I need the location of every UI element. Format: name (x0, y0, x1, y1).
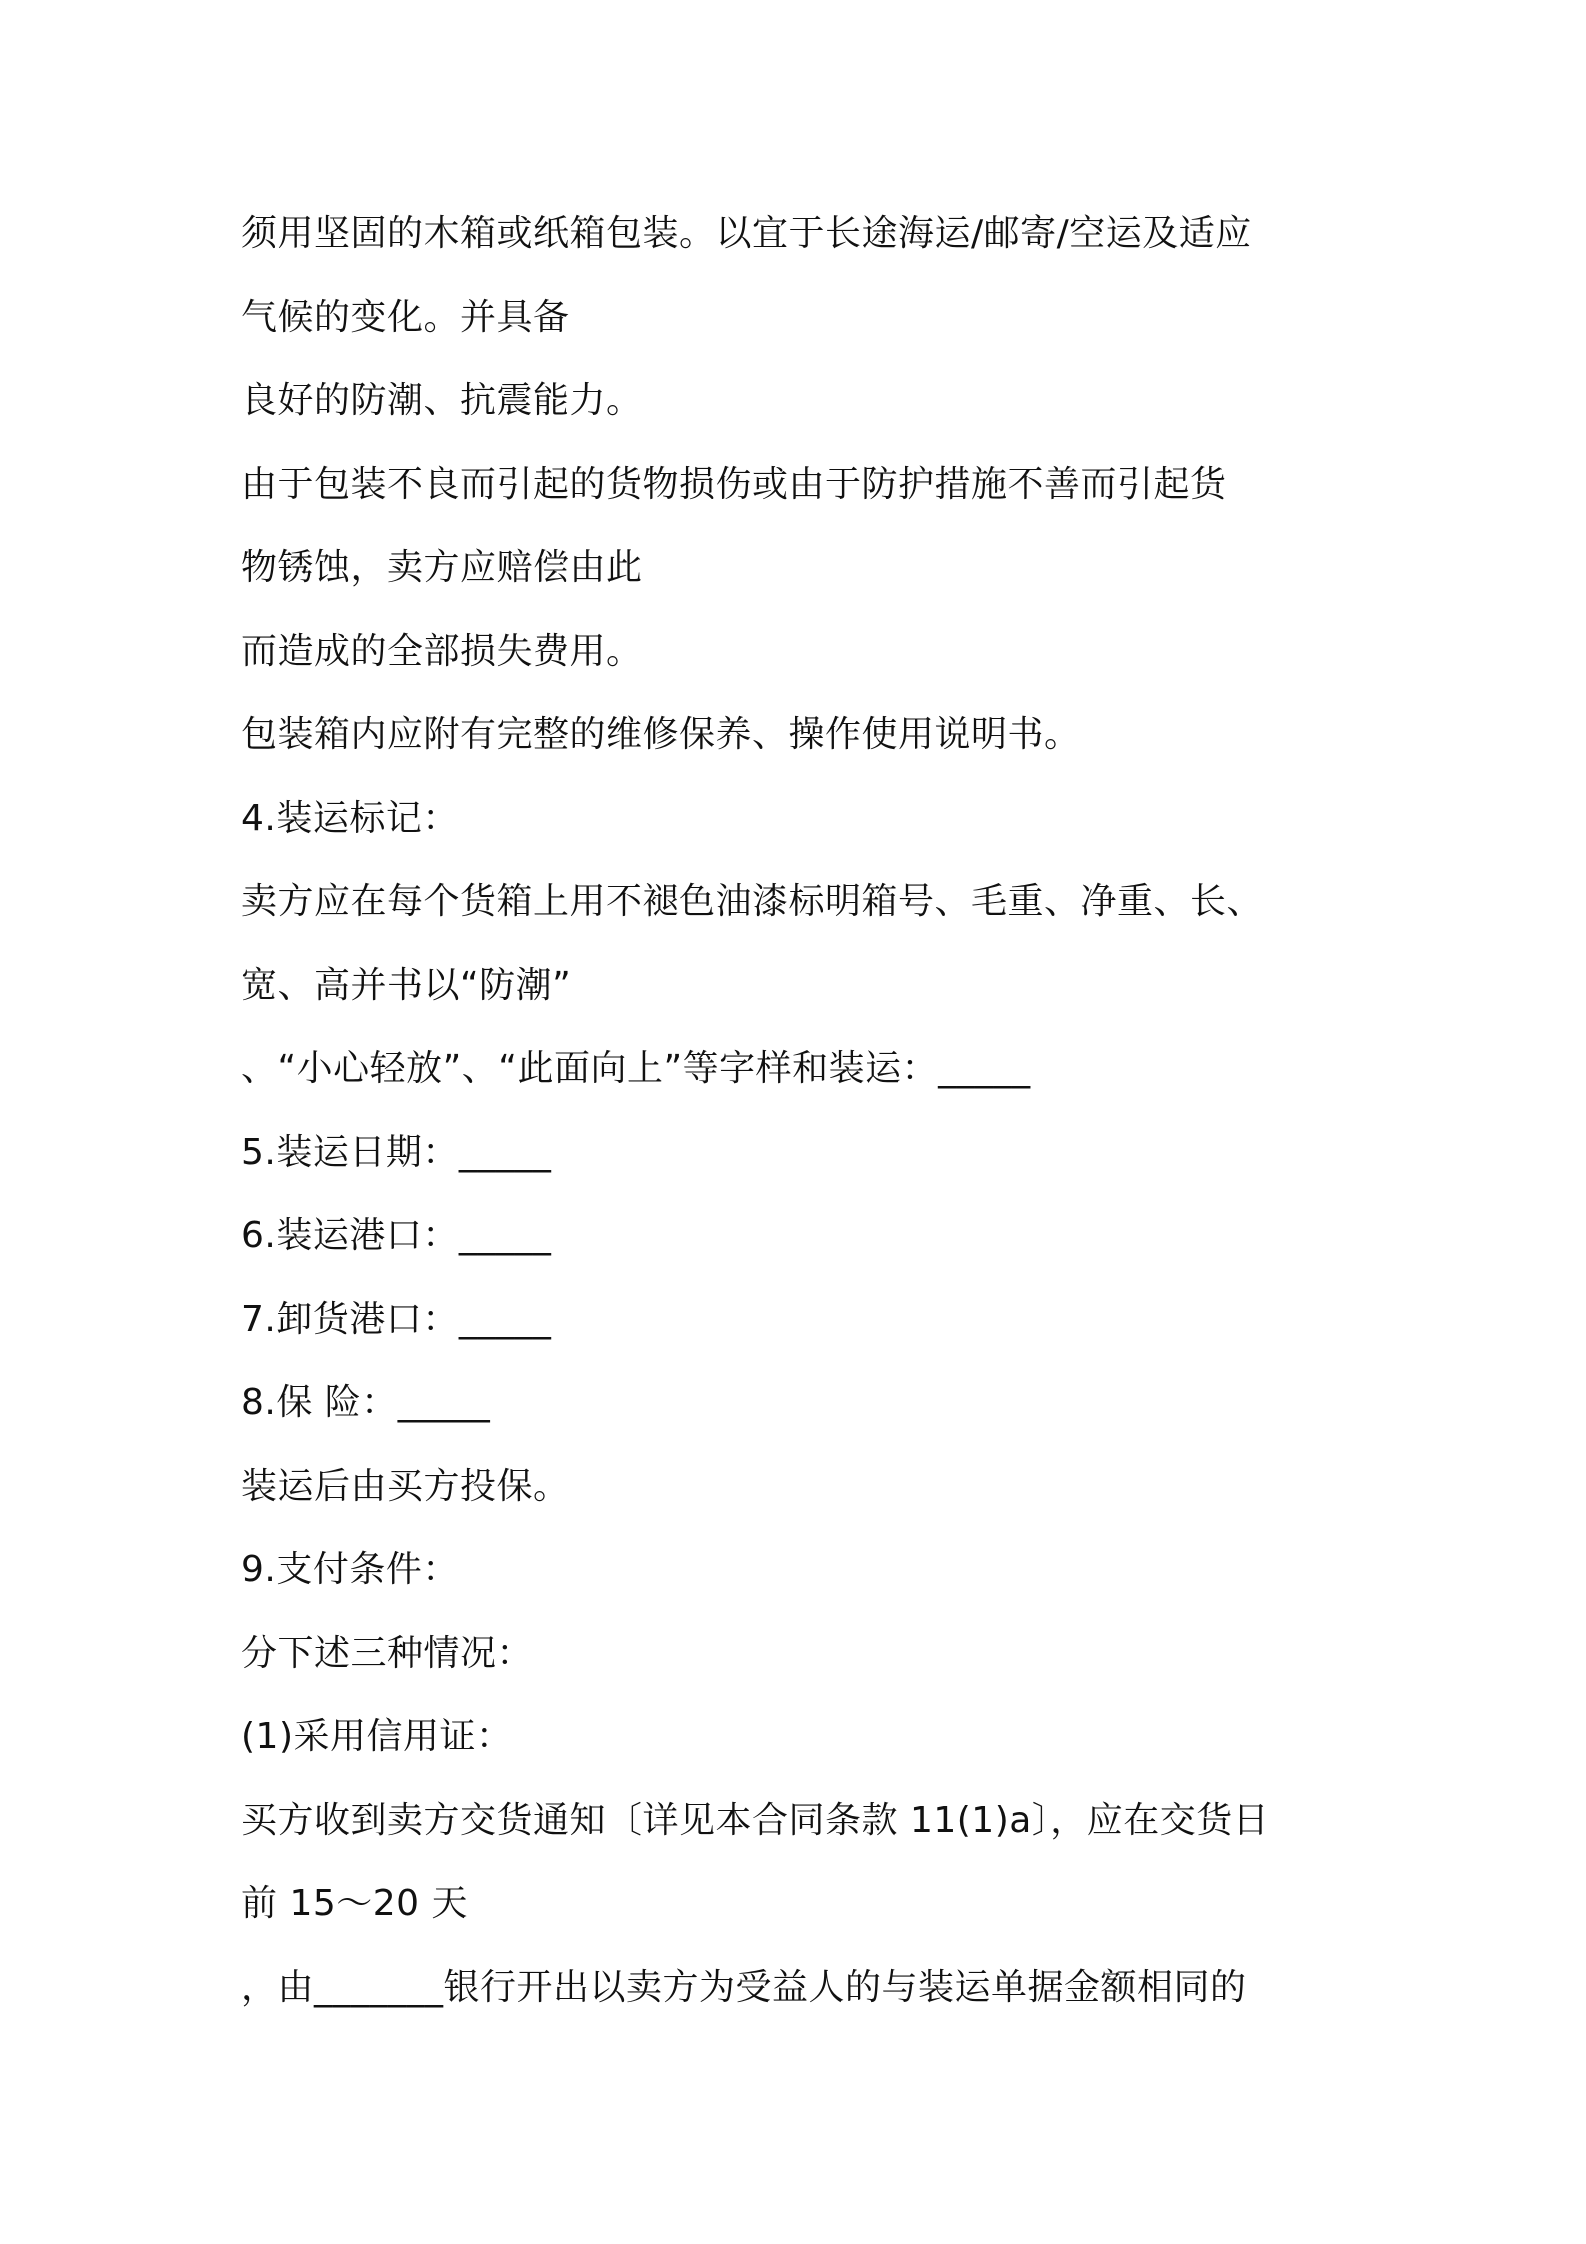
text-line: 而造成的全部损失费用。 (241, 630, 643, 672)
text-line: 须用坚固的木箱或纸箱包装。以宜于长途海运/邮寄/空运及适应 (241, 213, 1252, 254)
subsection-heading-letter-of-credit: (1)采用信用证： (241, 1716, 513, 1757)
text-line: 气候的变化。并具备 (241, 296, 570, 338)
text-line: ，由_______银行开出以卖方为受益人的与装运单据金额相同的 (241, 1966, 1247, 2008)
text-line: 由于包装不良而引起的货物损伤或由于防护措施不善而引起货 (241, 463, 1227, 505)
text-line: 宽、高并书以“防潮” (241, 964, 572, 1006)
text-line: 良好的防潮、抗震能力。 (241, 380, 643, 421)
section-heading-payment-terms: 9.支付条件： (241, 1549, 459, 1590)
text-line: 卖方应在每个货箱上用不褪色油漆标明箱号、毛重、净重、长、 (241, 881, 1264, 922)
field-shipment-date: 5.装运日期：_____ (241, 1131, 552, 1173)
section-heading-shipping-marks: 4.装运标记： (241, 797, 459, 839)
text-line: 分下述三种情况： (241, 1632, 534, 1674)
text-line: 装运后由买方投保。 (241, 1465, 570, 1507)
document-body (241, 192, 1371, 2029)
field-insurance: 8.保 险：_____ (241, 1382, 491, 1423)
field-port-of-discharge: 7.卸货港口：_____ (241, 1298, 552, 1340)
text-line: 买方收到卖方交货通知〔详见本合同条款 11(1)a〕，应在交货日 (241, 1799, 1270, 1841)
text-line: 、“小心轻放”、“此面向上”等字样和装运：_____ (241, 1048, 1031, 1089)
field-port-of-loading: 6.装运港口：_____ (241, 1215, 552, 1256)
text-line: 包装箱内应附有完整的维修保养、操作使用说明书。 (241, 714, 1081, 755)
text-line: 前 15～20 天 (241, 1883, 469, 1924)
text-line: 物锈蚀，卖方应赔偿由此 (241, 547, 643, 588)
